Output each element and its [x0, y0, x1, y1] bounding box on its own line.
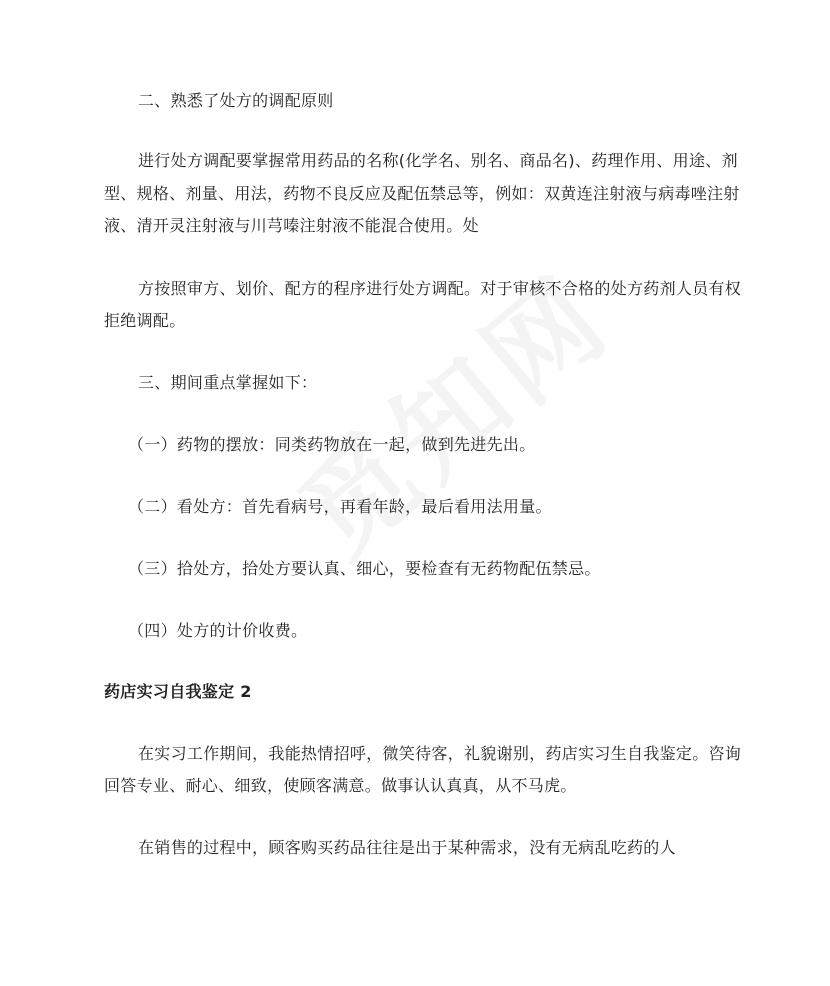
document-heading: 药店实习自我鉴定 2: [104, 682, 252, 701]
paragraph-line: 回答专业、耐心、细致，使顾客满意。做事认认真真，从不马虎。: [104, 776, 577, 795]
paragraph-line: 进行处方调配要掌握常用药品的名称(化学名、别名、商品名)、药理作用、用途、剂: [138, 151, 738, 170]
paragraph-line: 液、清开灵注射液与川芎嗪注射液不能混合使用。处: [104, 216, 479, 235]
paragraph-line: 型、规格、剂量、用法，药物不良反应及配伍禁忌等，例如：双黄连注射液与病毒唑注射: [104, 184, 740, 203]
paragraph-line: 在实习工作期间，我能热情招呼，微笑待客，礼貌谢别，药店实习生自我鉴定。咨询: [138, 744, 742, 763]
paragraph-line: 拒绝调配。: [104, 311, 186, 330]
section-heading: 三、期间重点掌握如下：: [138, 373, 318, 392]
list-item: （二）看处方：首先看病号，再看年龄，最后看用法用量。: [128, 497, 552, 516]
list-item: （三）拾处方，拾处方要认真、细心，要检查有无药物配伍禁忌。: [128, 559, 601, 578]
list-item: （四）处方的计价收费。: [128, 621, 308, 640]
list-item: （一）药物的摆放：同类药物放在一起，做到先进先出。: [128, 435, 536, 454]
section-heading: 二、熟悉了处方的调配原则: [138, 91, 334, 110]
paragraph-line: 在销售的过程中，顾客购买药品往往是出于某种需求，没有无病乱吃药的人: [138, 838, 676, 857]
paragraph-line: 方按照审方、划价、配方的程序进行处方调配。对于审核不合格的处方药剂人员有权: [138, 279, 742, 298]
